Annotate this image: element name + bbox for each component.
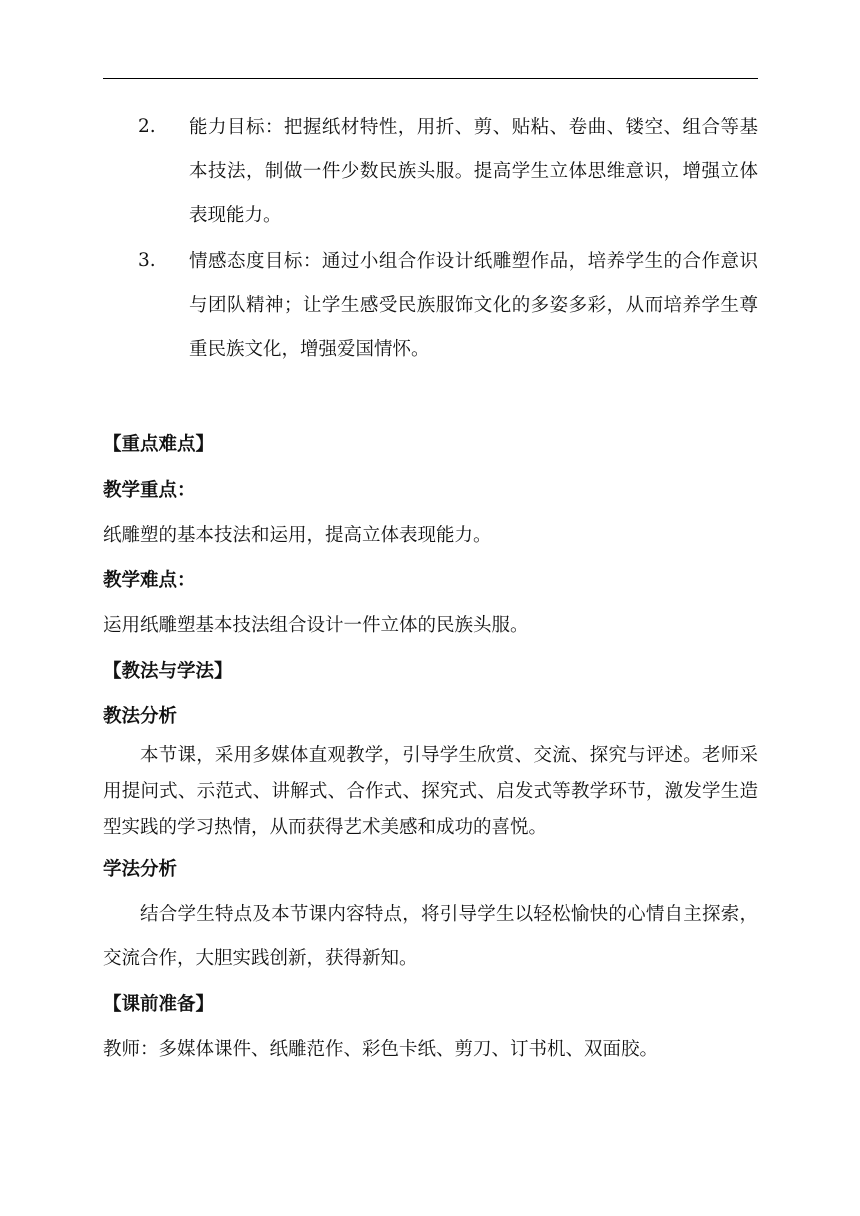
section-heading-methods: 【教法与学法】 xyxy=(103,661,233,682)
objective-text: 能力目标：把握纸材特性，用折、剪、贴粘、卷曲、镂空、组合等基本技法，制做一件少数民族头服。提高学生立体思维意识，增强立体表现能力。 xyxy=(189,117,758,226)
objective-number: 3. xyxy=(138,250,156,271)
teaching-difficulty-label: 教学难点： xyxy=(103,570,196,591)
teaching-focus-label: 教学重点： xyxy=(103,480,196,501)
objective-number: 2. xyxy=(138,116,156,137)
teacher-preparation-text: 教师：多媒体课件、纸雕范作、彩色卡纸、剪刀、订书机、双面胶。 xyxy=(103,1039,659,1060)
teaching-method-label: 教法分析 xyxy=(103,706,178,727)
teaching-difficulty-text: 运用纸雕塑基本技法组合设计一件立体的民族头服。 xyxy=(103,615,529,636)
objective-text: 情感态度目标：通过小组合作设计纸雕塑作品，培养学生的合作意识与团队精神；让学生感受民族服饰文化的多姿多彩，从而培养学生尊重民族文化，增强爱国情怀。 xyxy=(189,251,758,360)
section-heading-key-points: 【重点难点】 xyxy=(103,434,215,455)
header-rule xyxy=(103,78,758,79)
teaching-method-text: 本节课，采用多媒体直观教学，引导学生欣赏、交流、探究与评述。老师采用提问式、示范式、讲解式、合作式、探究式、启发式等教学环节，激发学生造型实践的学习热情，从而获得艺术美感和成功的喜悦。 xyxy=(103,745,758,838)
learning-method-text: 结合学生特点及本节课内容特点，将引导学生以轻松愉快的心情自主探索，交流合作，大胆实践创新，获得新知。 xyxy=(103,904,758,969)
learning-method-label: 学法分析 xyxy=(103,859,178,880)
teaching-focus-text: 纸雕塑的基本技法和运用，提高立体表现能力。 xyxy=(103,525,492,546)
section-heading-preparation: 【课前准备】 xyxy=(103,994,215,1015)
